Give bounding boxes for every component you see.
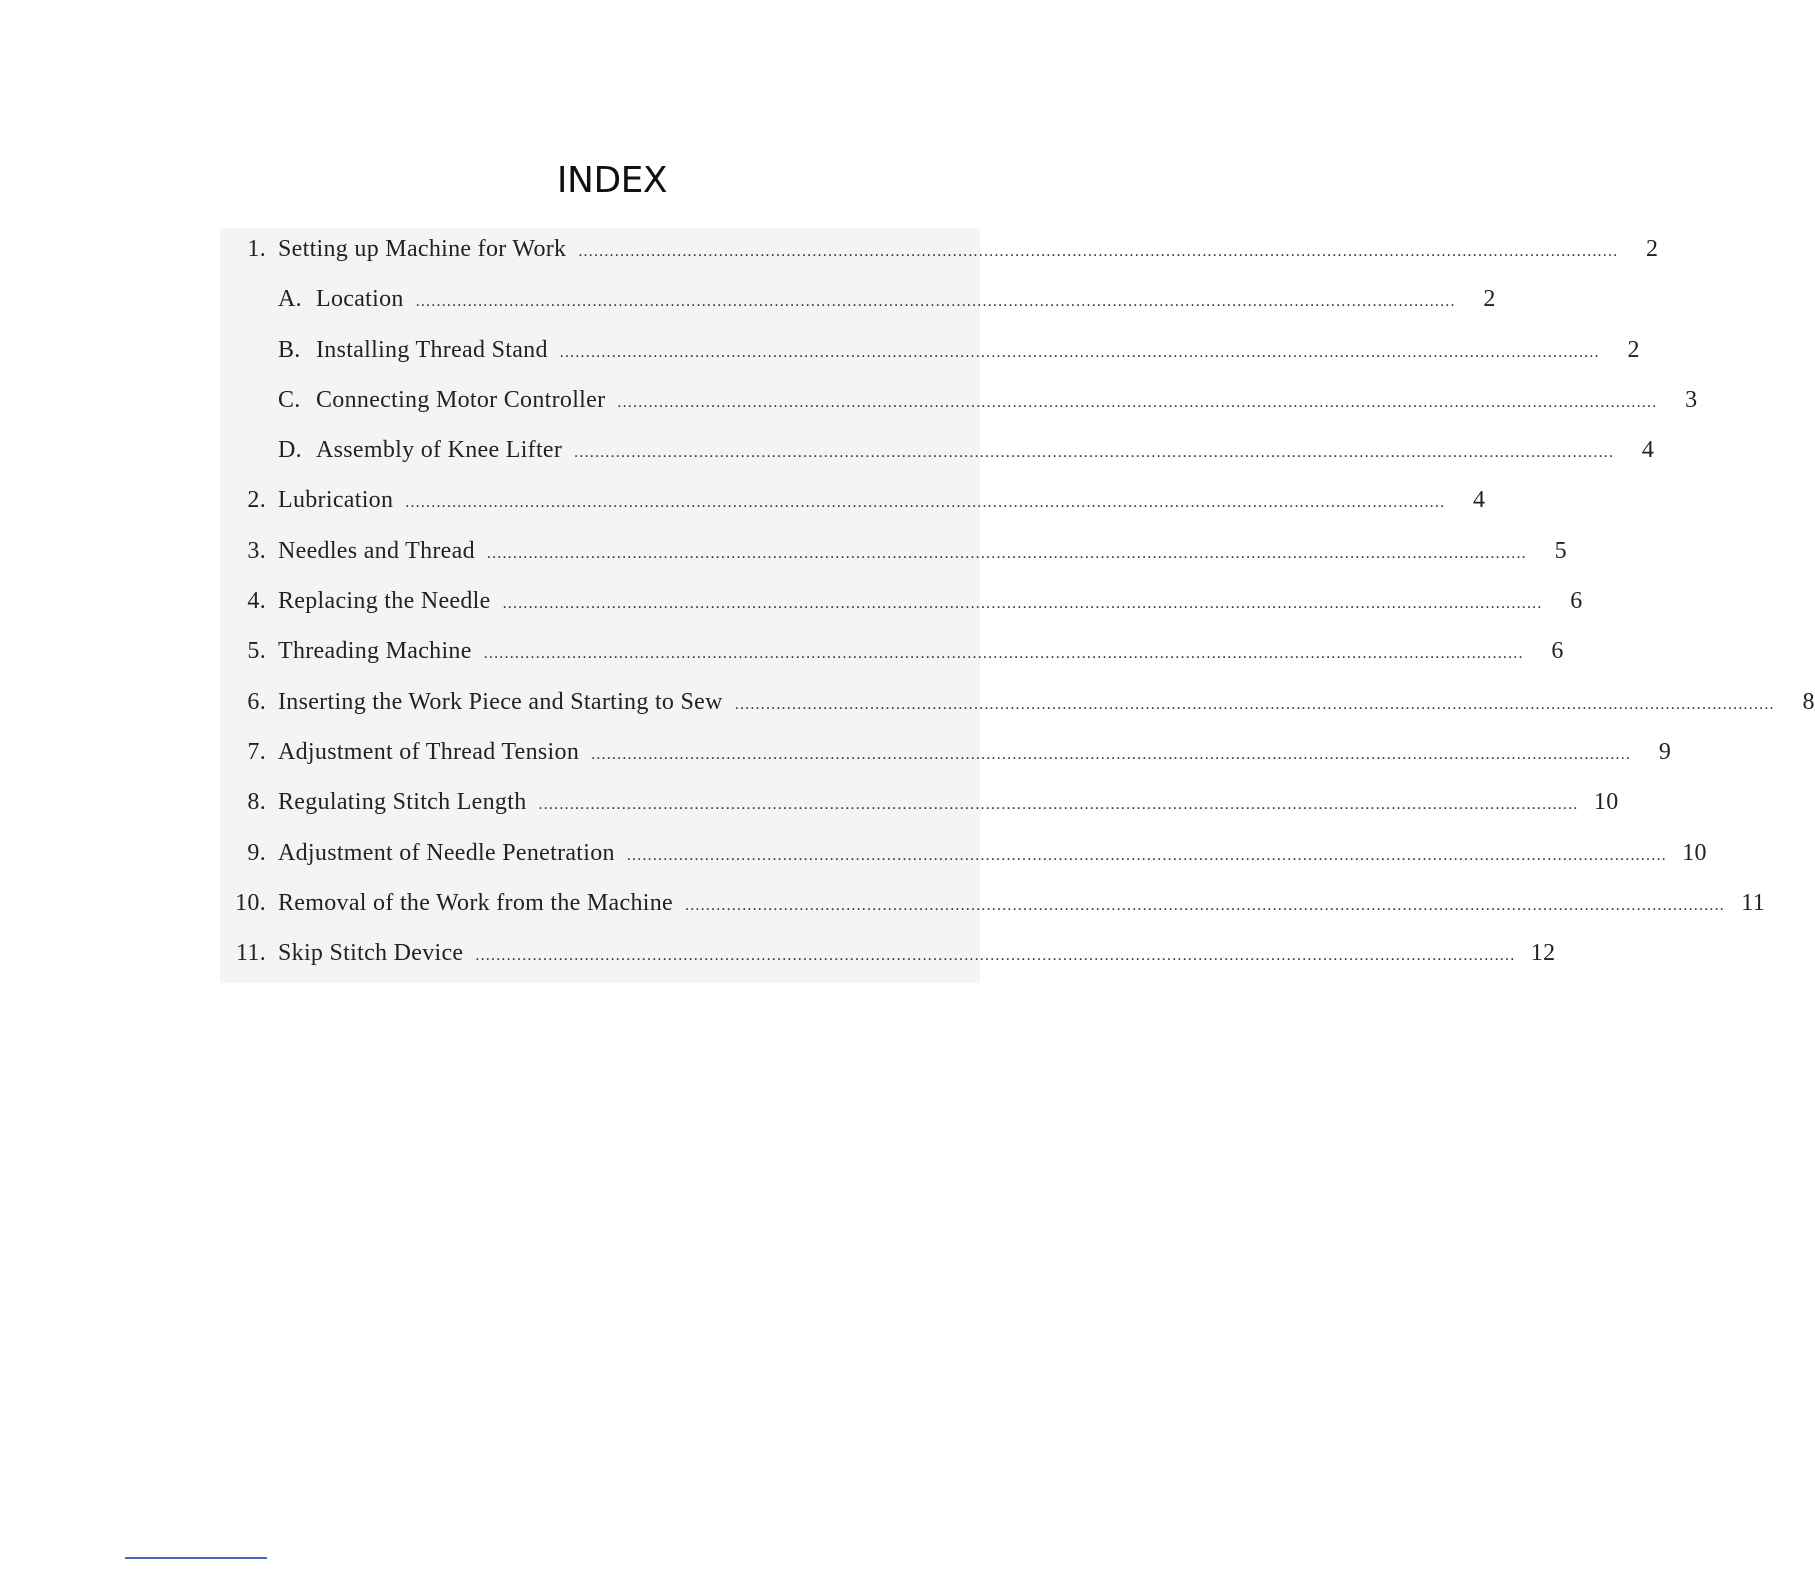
footnote-rule [125,1557,267,1559]
entry-page: 4 [1472,487,1486,514]
dot-leader: ........................................................................................................................................................................................................ [578,243,1619,260]
entry-number: A. [278,286,302,313]
entry-number: D. [278,437,302,464]
entry-number: C. [278,386,301,413]
toc-subentry[interactable] [228,379,1698,429]
toc-entry[interactable] [228,228,1659,278]
dot-leader: ........................................................................................................................................................................................................ [559,343,1600,361]
dot-leader: ........................................................................................................................................................................................................ [617,393,1658,411]
entry-number: 3. [247,537,266,564]
toc-entry[interactable] [228,781,1619,831]
toc-entry[interactable] [228,731,1672,781]
entry-page: 11 [1741,889,1765,916]
entry-title: Skip Stitch Device [278,940,464,967]
dot-leader: ........................................................................................................................................................................................................ [626,846,1667,864]
toc-subentry[interactable] [228,329,1640,379]
table-of-contents [228,228,1815,982]
entry-title: Lubrication [278,487,394,514]
entry-title: Inserting the Work Piece and Starting to Sew [278,688,723,715]
dot-leader: ........................................................................................................................................................................................................ [415,293,1456,311]
entry-number: 5. [247,638,266,665]
toc-entry[interactable] [228,932,1556,982]
entry-page: 4 [1641,437,1655,464]
entry-page: 5 [1554,537,1567,564]
toc-entry[interactable] [228,882,1765,932]
entry-title: Removal of the Work from the Machine [278,889,673,916]
entry-page: 2 [1646,236,1659,262]
entry-page: 12 [1530,940,1556,967]
entry-number: 11. [235,940,266,967]
entry-number: 7. [247,738,266,765]
entry-page: 6 [1570,588,1583,615]
toc-entry[interactable] [228,681,1815,731]
entry-page: 10 [1593,789,1619,816]
toc-entry[interactable] [228,832,1707,882]
entry-title: Needles and Thread [278,537,475,564]
entry-number: 9. [247,839,266,866]
entry-number: 1. [247,236,266,262]
entry-page: 6 [1551,638,1564,665]
dot-leader: ........................................................................................................................................................................................................ [483,645,1524,663]
entry-page: 2 [1483,286,1496,313]
entry-title: Connecting Motor Controller [316,386,606,413]
entry-number: B. [278,336,301,363]
toc-entry[interactable] [228,479,1486,529]
dot-leader: ........................................................................................................................................................................................................ [405,494,1446,512]
toc-entry[interactable] [228,630,1564,680]
entry-title: Setting up Machine for Work [278,236,567,262]
dot-leader: ........................................................................................................................................................................................................ [502,595,1543,613]
entry-number: 4. [247,588,266,615]
entry-page: 9 [1658,738,1672,765]
entry-title: Regulating Stitch Length [278,789,527,816]
entry-page: 2 [1627,336,1640,363]
dot-leader: ........................................................................................................................................................................................................ [734,695,1775,713]
entry-title: Threading Machine [278,638,472,665]
entry-number: 2. [247,487,266,514]
entry-title: Location [316,286,404,313]
toc-entry[interactable] [228,580,1583,630]
dot-leader: ........................................................................................................................................................................................................ [475,947,1516,965]
toc-entry[interactable] [228,530,1567,580]
entry-title: Adjustment of Needle Penetration [278,839,615,866]
entry-title: Adjustment of Thread Tension [278,738,580,765]
page-title: INDEX [556,160,668,201]
dot-leader: ........................................................................................................................................................................................................ [486,544,1527,562]
entry-title: Assembly of Knee Lifter [316,437,563,464]
dot-leader: ........................................................................................................................................................................................................ [574,444,1615,462]
entry-number: 6. [247,688,266,715]
entry-page: 8 [1802,688,1815,715]
dot-leader: ........................................................................................................................................................................................................ [538,796,1579,814]
entry-number: 8. [247,789,266,816]
entry-page: 3 [1685,386,1698,413]
entry-number: 10. [235,889,266,916]
toc-subentry[interactable] [228,429,1655,479]
dot-leader: ........................................................................................................................................................................................................ [685,896,1725,914]
toc-subentry[interactable] [228,278,1496,328]
entry-title: Installing Thread Stand [316,336,548,363]
entry-page: 10 [1682,839,1707,866]
entry-title: Replacing the Needle [278,588,491,615]
dot-leader: ........................................................................................................................................................................................................ [591,745,1632,763]
